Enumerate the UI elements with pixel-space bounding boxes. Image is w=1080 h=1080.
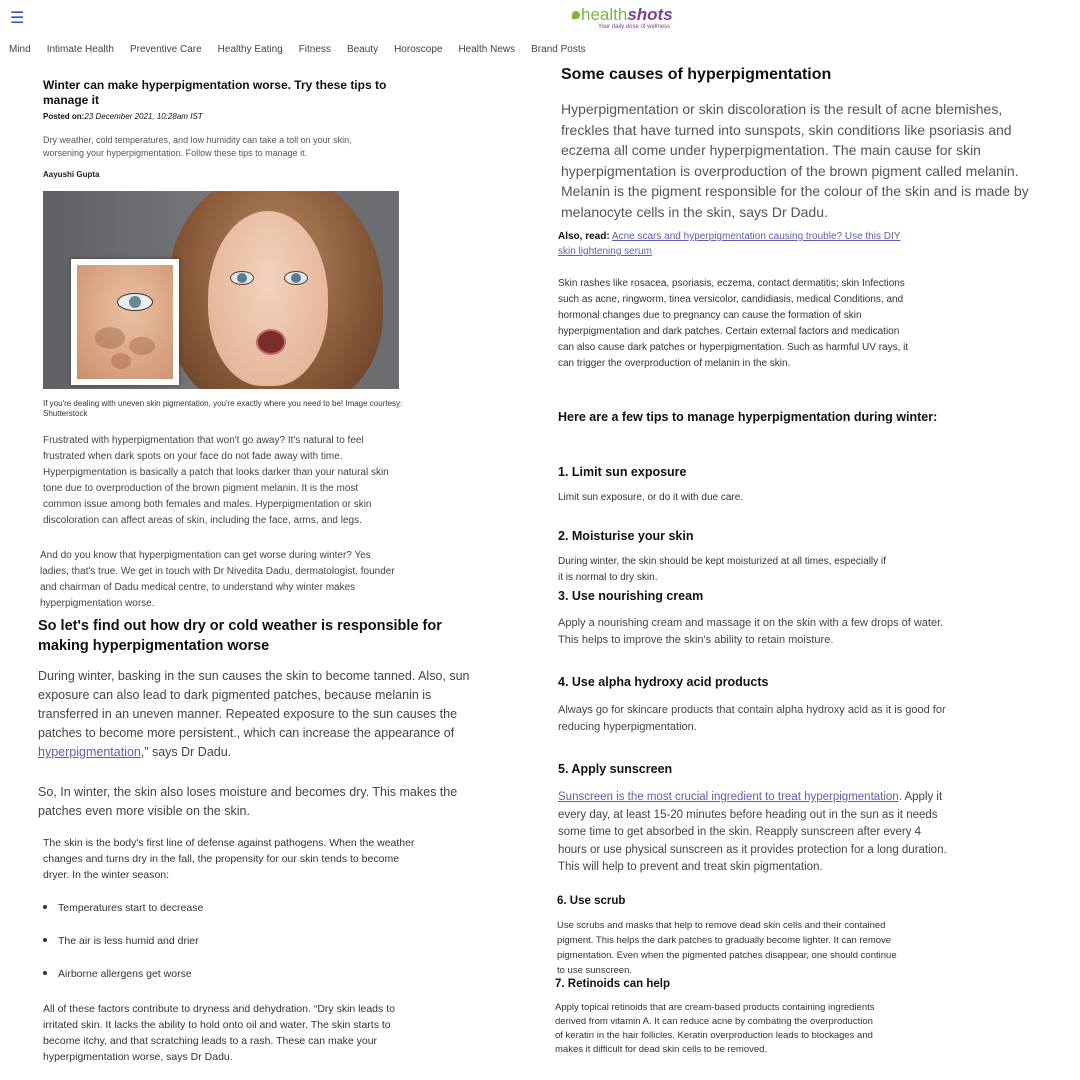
hero-face-shape — [208, 211, 328, 386]
tip-1-text: Limit sun exposure, or do it with due care. — [558, 492, 744, 503]
inset-eye-shape — [117, 293, 153, 311]
left-eye-shape — [230, 271, 254, 285]
posted-label: Posted on: — [43, 112, 85, 121]
article-author[interactable]: Aayushi Gupta — [43, 170, 100, 179]
section1-paragraph-4: All of these factors contribute to dryness and dehydration. “Dry skin leads to irritated skin. It lacks the ability to hold onto oil and water. The skin starts to become itchy, and that scratching leads to a rash. These can make your hyperpigmentation worse, says Dr Dadu. — [43, 1003, 395, 1063]
nav-item-mind[interactable]: Mind — [9, 44, 31, 55]
logo-part-shots: shots — [627, 5, 673, 24]
nav-item-healthy-eating[interactable]: Healthy Eating — [217, 44, 283, 55]
intro-paragraph-1: Frustrated with hyperpigmentation that won't go away? It's natural to feel frustrated when dark spots on your face do not fade away with time. Hyperpigmentation is basically a patch that looks darker than your natural skin tone due to overproduction of the brown pigment melanin. It is the most common issue among both females and males. Hyperpigmentation or skin discoloration can affect areas of skin, including the face, arms, and legs. — [43, 435, 389, 526]
also-read — [558, 229, 918, 259]
tip-4-text: Always go for skincare products that contain alpha hydroxy acid as it is good for reducing hyperpigmentation. — [558, 704, 946, 733]
logo-part-health: health — [581, 5, 628, 24]
pigment-spot-shape — [129, 337, 155, 355]
list-item-text: The air is less humid and drier — [58, 935, 199, 947]
causes-paragraph-2: Skin rashes like rosacea, psoriasis, eczema, contact dermatitis; skin Infections such as acne, ringworm, tinea versicolor, candidiasis, medical Conditions, and hormonal changes due to pregnancy can cause the formation of skin hyperpigmentation and dark patches. Certain external factors and medication can also cause dark patches or hyperpigmentation. Such as harmful UV rays, it can trigger the overproduction of melanin in the skin. — [558, 278, 909, 369]
tip-3-text: Apply a nourishing cream and massage it on the skin with a few drops of water. This helps to improve the skin's ability to retain moisture. — [558, 617, 944, 646]
tip-1-title: 1. Limit sun exposure — [558, 465, 687, 479]
section1-paragraph-1 — [38, 667, 483, 762]
tip-6-title: 6. Use scrub — [557, 895, 626, 907]
bullet-icon — [43, 971, 47, 975]
pigment-spot-shape — [95, 327, 125, 349]
causes-paragraph-1: Hyperpigmentation or skin discoloration is the result of acne blemishes, freckles that have turned into sunspots, skin conditions like psoriasis and eczema all come under hyperpigmentation. The main cause for skin hyperpigmentation is overproduction of the brown pigment called melanin. Melanin is the pigment responsible for the colour of the skin and is made by melanocyte cells in the skin, says Dr Dadu. — [561, 101, 1029, 220]
pigment-spot-shape — [111, 353, 131, 369]
tip-2-title: 2. Moisturise your skin — [558, 529, 694, 543]
article-summary: Dry weather, cold temperatures, and low humidity can take a toll on your skin, worsening your hyperpigmentation. Follow these tips to manage it. — [43, 135, 352, 158]
tip-5-title: 5. Apply sunscreen — [558, 762, 673, 776]
nav-item-horoscope[interactable]: Horoscope — [394, 44, 443, 55]
section1-paragraph-2: So, In winter, the skin also loses moisture and becomes dry. This makes the patches even more visible on the skin. — [38, 785, 458, 818]
also-read-label: Also, read: — [558, 231, 610, 242]
nav-item-intimate-health[interactable]: Intimate Health — [46, 44, 114, 55]
bullet-icon — [43, 938, 47, 942]
inset-skin-shape — [77, 265, 173, 379]
section-heading-dry-weather: So let's find out how dry or cold weather is responsible for making hyperpigmentation worse — [38, 618, 442, 654]
sunscreen-link[interactable]: Sunscreen is the most crucial ingredient to treat hyperpigmentation — [558, 791, 899, 803]
posted-date-value: 23 December 2021, 10:28am IST — [84, 112, 203, 121]
hamburger-menu-icon[interactable]: ☰ — [10, 10, 25, 27]
tip-7-text: Apply topical retinoids that are cream-based products containing ingredients derived from vitamin A. It can reduce acne by combating the overproduction of keratin in the hair follicles. Keratin overproduction leads to blockages and makes it difficult for dead skin cells to be removed. — [555, 1002, 875, 1055]
tip-7-title: 7. Retinoids can help — [555, 978, 671, 990]
tip-2-text: During winter, the skin should be kept moisturized at all times, especially if it is normal to dry skin. — [558, 556, 886, 583]
nav-item-beauty[interactable]: Beauty — [346, 44, 379, 55]
list-item — [43, 935, 199, 947]
logo-wordmark — [572, 6, 682, 24]
also-read-link[interactable]: Acne scars and hyperpigmentation causing trouble? Use this DIY skin lightening serum — [558, 231, 901, 257]
inset-closeup-image — [71, 259, 179, 385]
logo-tagline: Your daily dose of wellness — [598, 24, 671, 30]
posted-date — [43, 112, 203, 121]
image-caption: If you're dealing with uneven skin pigmentation, you're exactly where you need to be! Image courtesy: Shutterstock — [43, 399, 403, 418]
tip-6-text: Use scrubs and masks that help to remove dead skin cells and their contained pigment. This helps the dark patches to gradually become lighter. It can remove pigmentation. Even when the pigmented patches disappear, one should continue to use sunscreen. — [557, 920, 897, 976]
article-title: Winter can make hyperpigmentation worse. Try these tips to manage it — [43, 78, 387, 107]
bullet-icon — [43, 905, 47, 909]
section1-p1-text-end: ,” says Dr Dadu. — [140, 745, 232, 759]
nav-item-fitness[interactable]: Fitness — [298, 44, 331, 55]
hyperpigmentation-link[interactable]: hyperpigmentation — [38, 745, 141, 759]
tip-4-title: 4. Use alpha hydroxy acid products — [558, 675, 769, 689]
tip-3-title: 3. Use nourishing cream — [558, 589, 704, 603]
mouth-shape — [256, 329, 286, 355]
category-nav — [0, 44, 592, 58]
tip-5-text — [558, 789, 948, 877]
section1-paragraph-3: The skin is the body's first line of defense against pathogens. When the weather changes and turns dry in the fall, the propensity for our skin tends to become dryer. In the winter season: — [43, 837, 415, 881]
section1-p1-text: During winter, basking in the sun causes the skin to become tanned. Also, sun exposure can also lead to dark pigmented patches, because melanin is transferred in an uneven manner. Repeated exposure to the sun causes the patches to become more persistent., which can increase the appearance of — [38, 669, 470, 740]
nav-item-brand-posts[interactable]: Brand Posts — [531, 44, 586, 55]
tips-heading: Here are a few tips to manage hyperpigmentation during winter: — [558, 410, 938, 424]
site-logo[interactable] — [572, 6, 682, 36]
nav-item-health-news[interactable]: Health News — [458, 44, 516, 55]
section-heading-causes: Some causes of hyperpigmentation — [561, 66, 832, 83]
list-item-text: Temperatures start to decrease — [58, 902, 204, 914]
nav-item-preventive-care[interactable]: Preventive Care — [129, 44, 202, 55]
right-eye-shape — [284, 271, 308, 285]
list-item — [43, 902, 203, 914]
hero-image — [43, 191, 399, 389]
list-item-text: Airborne allergens get worse — [58, 968, 192, 980]
leaf-icon — [572, 11, 580, 19]
intro-paragraph-2: And do you know that hyperpigmentation can get worse during winter? Yes ladies, that's true. We get in touch with Dr Nivedita Dadu, dermatologist, founder and chairman of Dadu medical centre, to understand why winter makes hyperpigmentation worse. — [40, 550, 395, 609]
tip-5-text-body: . Apply it every day, at least 15-20 minutes before heading out in the sun as it needs some time to get absorbed in the skin. Reapply sunscreen after every 4 hours or use physical sunscreen as it provides protection for a long duration. This will help to prevent and treat skin pigmentation. — [558, 791, 947, 873]
list-item — [43, 968, 192, 980]
